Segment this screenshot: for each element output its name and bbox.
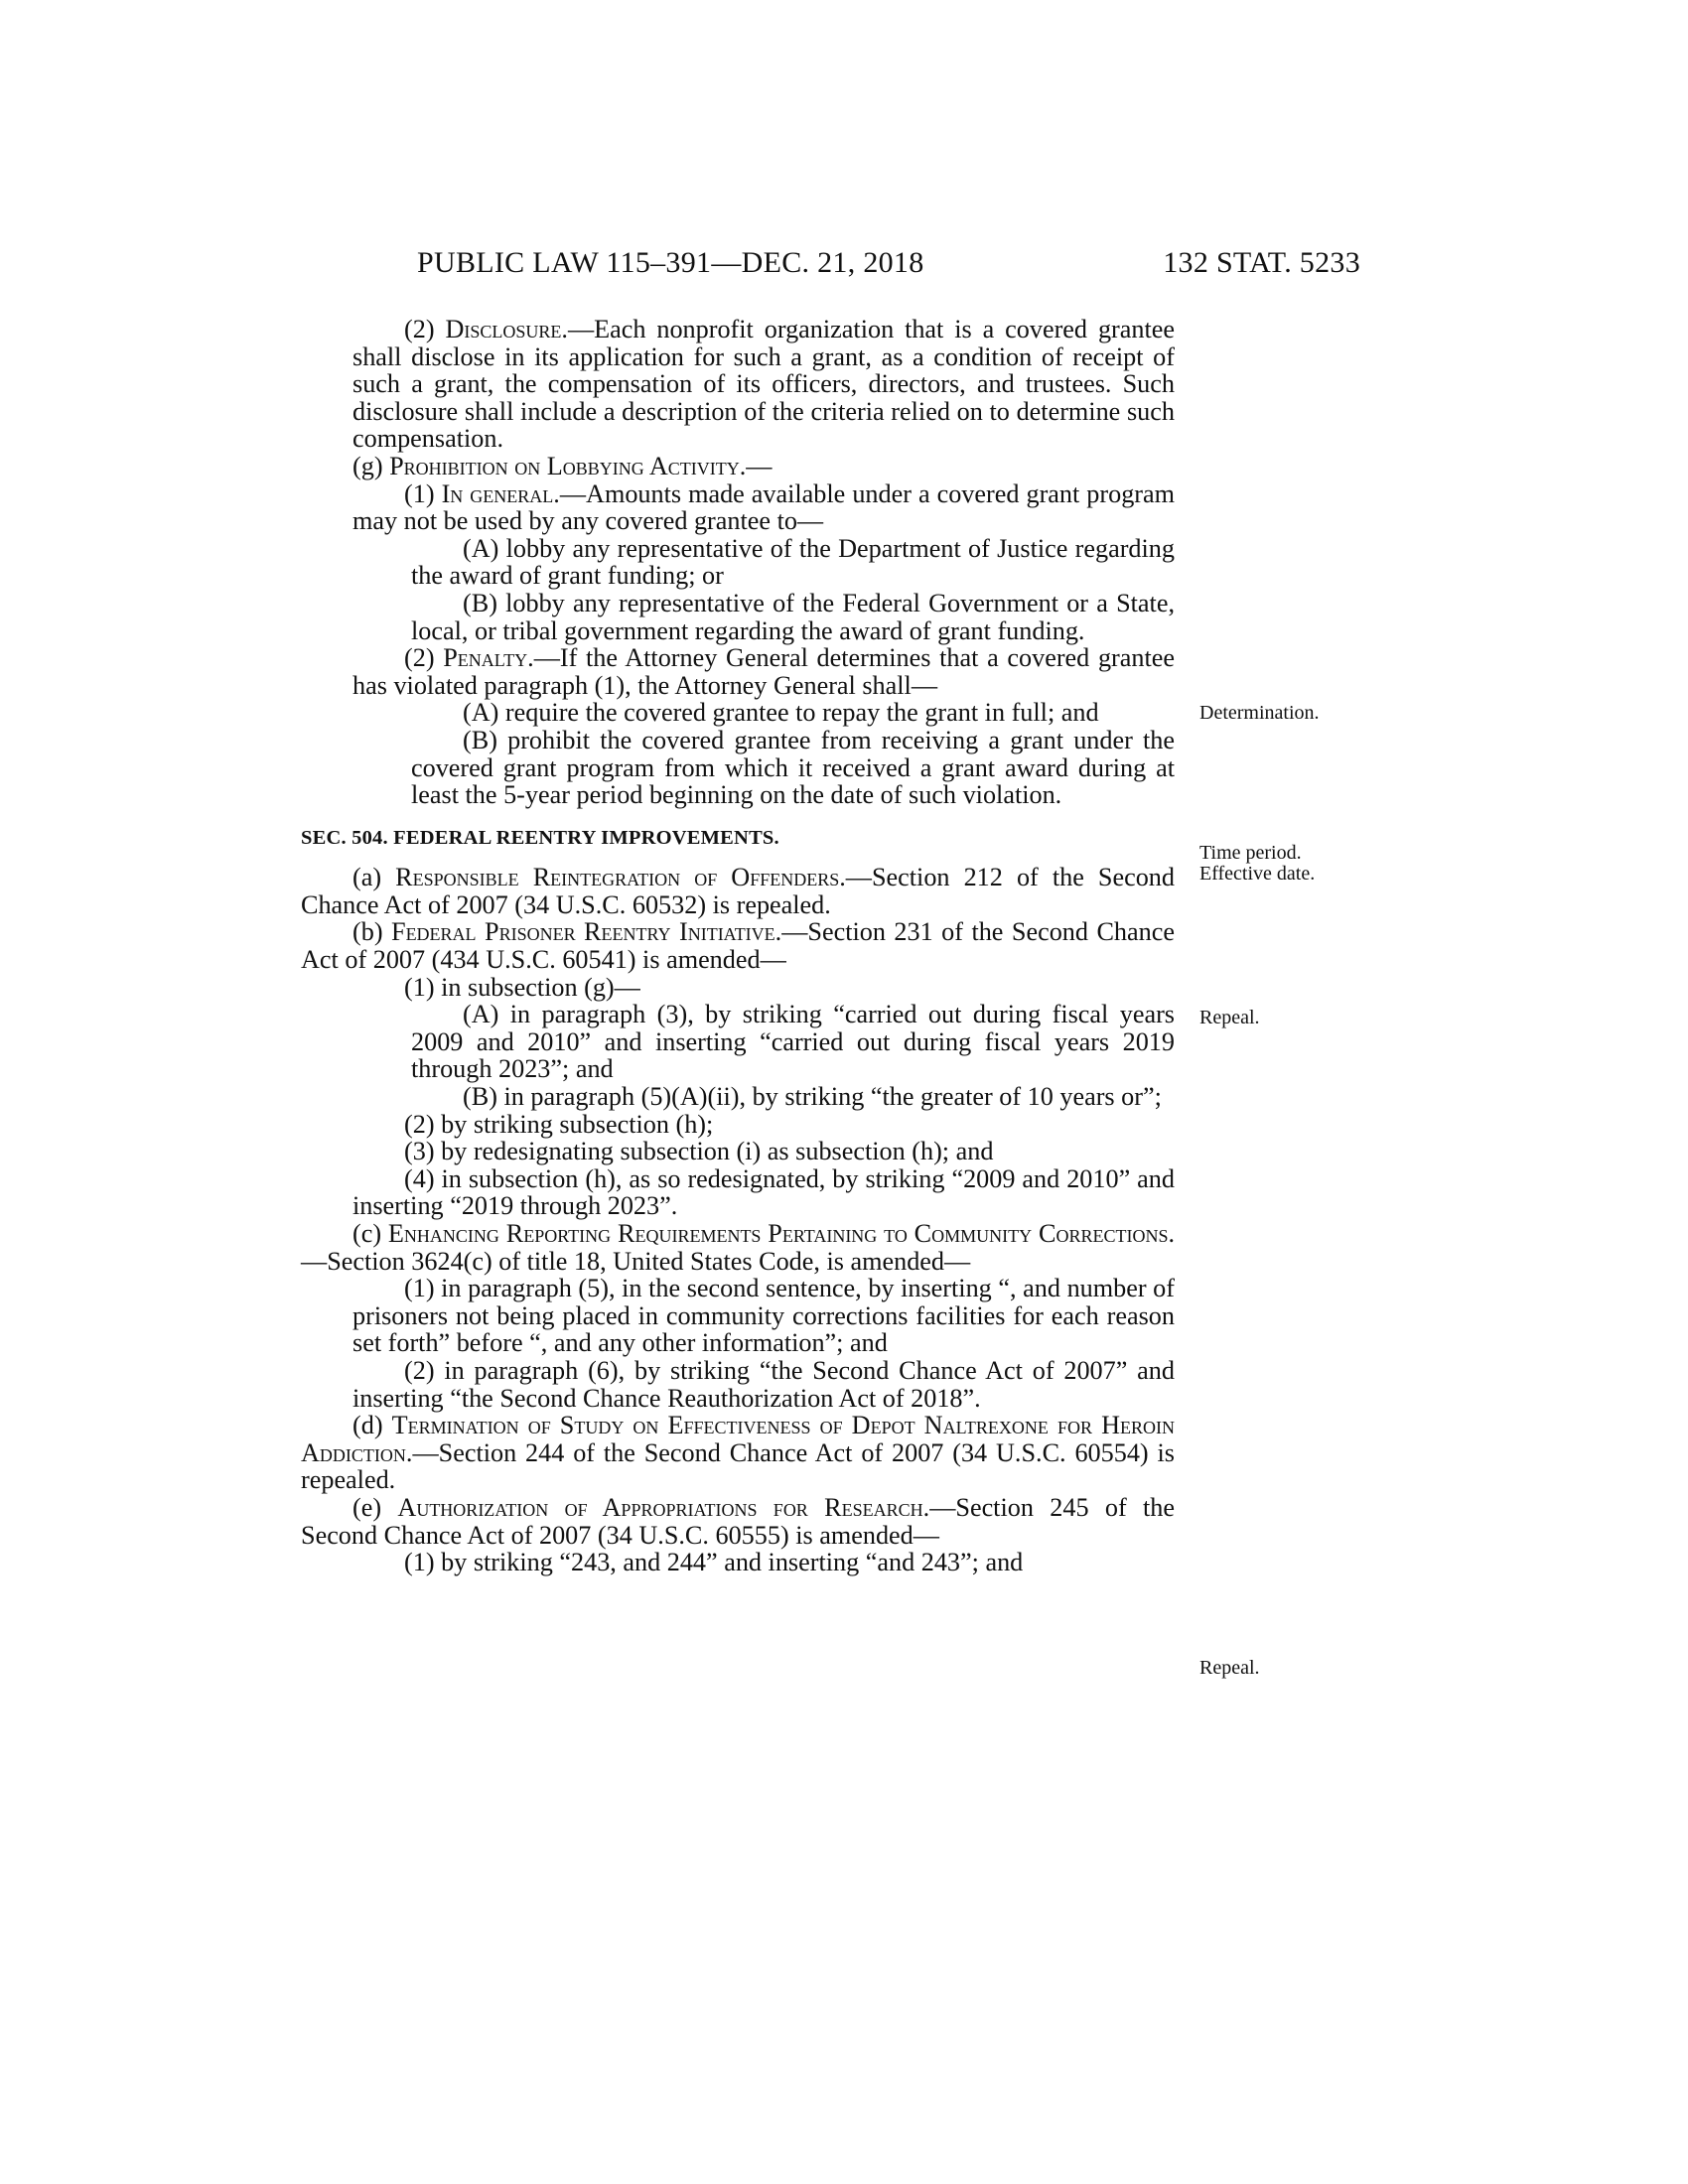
subsection-heading: Authorization of Appropriations for Research <box>397 1492 923 1522</box>
subsection-d: (d) Termination of Study on Effectiveness of Depot Naltrexone for Heroin Addiction.—Section 244 of the Second Chance Act of 2007 (34 U.S.C. 60554) is repealed. <box>301 1411 1175 1495</box>
margin-note-repeal: Repeal. <box>1199 1007 1260 1028</box>
subsection-c: (c) Enhancing Reporting Requirements Pertaining to Community Corrections.—Section 3624(c) of title 18, United States Code, is amended— <box>301 1219 1175 1276</box>
subsection-heading: Enhancing Reporting Requirements Pertaining to Community Corrections <box>387 1219 1169 1248</box>
subparagraph: (B) lobby any representative of the Federal Government or a State, local, or tribal government regarding the award of grant funding. <box>411 588 1175 645</box>
subsection-heading: Federal Prisoner Reentry Initiative <box>391 917 775 947</box>
margin-note-time-period: Time period. <box>1199 842 1302 864</box>
subparagraph: (A) lobby any representative of the Department of Justice regarding the award of grant funding; or <box>411 533 1175 591</box>
paragraph-disclosure: (2) Disclosure.—Each nonprofit organization that is a covered grantee shall disclose in its application for such a grant, as a condition of receipt of such a grant, the compensation of its officers, directors, and trustees. Such disclosure shall include a description of the criteria relied on to determine such compensation. <box>352 315 1175 454</box>
margin-note-determination: Determination. <box>1199 702 1320 724</box>
subparagraph: (B) in paragraph (5)(A)(ii), by striking “the greater of 10 years or”; <box>463 1082 1162 1112</box>
subsection-heading: Responsible Reintegration of Offenders <box>395 863 840 892</box>
running-header-page: 132 STAT. 5233 <box>1163 246 1360 279</box>
paragraph: (2) by striking subsection (h); <box>404 1109 714 1139</box>
subparagraph: (A) in paragraph (3), by striking “carried out during fiscal years 2009 and 2010” and inserting “carried out during fiscal years 2019 through 2023”; and <box>411 1000 1175 1084</box>
paragraph: (1) in subsection (g)— <box>404 972 640 1002</box>
paragraph-in-general: (1) In general.—Amounts made available under a covered grant program may not be used by any covered grantee to— <box>352 478 1176 536</box>
paragraph: (2) in paragraph (6), by striking “the Second Chance Act of 2007” and inserting “the Second Chance Reauthorization Act of 2018”. <box>352 1355 1175 1413</box>
paragraph-heading: Disclosure <box>445 315 562 343</box>
paragraph-heading: Penalty <box>443 643 528 673</box>
running-header-title: PUBLIC LAW 115–391—DEC. 21, 2018 <box>417 246 924 279</box>
subparagraph: (B) prohibit the covered grantee from receiving a grant under the covered grant program from which it received a grant award during at least the 5-year period beginning on the date of such violation. <box>411 725 1175 810</box>
subsection-heading: Termination of Study on Effectiveness of Depot Naltrexone for Heroin Addiction <box>301 1411 1175 1467</box>
margin-note-effective-date: Effective date. <box>1199 863 1316 885</box>
subparagraph: (A) require the covered grantee to repay the grant in full; and <box>463 698 1099 728</box>
paragraph: (1) by striking “243, and 244” and inserting “and 243”; and <box>404 1548 1024 1577</box>
subsection-a: (a) Responsible Reintegration of Offenders.—Section 212 of the Second Chance Act of 2007 (34 U.S.C. 60532) is repealed. <box>301 863 1175 919</box>
subsection-e: (e) Authorization of Appropriations for Research.—Section 245 of the Second Chance Act of 2007 (34 U.S.C. 60555) is amended— <box>301 1492 1176 1550</box>
paragraph: (4) in subsection (h), as so redesignated, by striking “2009 and 2010” and inserting “2019 through 2023”. <box>352 1163 1175 1221</box>
margin-note-repeal: Repeal. <box>1199 1657 1260 1679</box>
subsection-b: (b) Federal Prisoner Reentry Initiative.—Section 231 of the Second Chance Act of 2007 (434 U.S.C. 60541) is amended— <box>301 917 1175 975</box>
paragraph-heading: In general <box>441 478 554 508</box>
statute-body <box>301 316 1175 1576</box>
paragraph: (3) by redesignating subsection (i) as subsection (h); and <box>404 1137 994 1166</box>
section-heading: SEC. 504. FEDERAL REENTRY IMPROVEMENTS. <box>301 826 779 849</box>
subsection-heading: Prohibition on Lobbying Activity <box>389 451 740 480</box>
paragraph: (1) in paragraph (5), in the second sentence, by inserting “, and number of prisoners not being placed in community corrections facilities for each reason set forth” before “, and any other information”; and <box>352 1274 1175 1358</box>
paragraph-penalty: (2) Penalty.—If the Attorney General determines that a covered grantee has violated paragraph (1), the Attorney General shall— <box>352 643 1176 700</box>
subsection-g: (g) Prohibition on Lobbying Activity.— <box>352 451 773 480</box>
